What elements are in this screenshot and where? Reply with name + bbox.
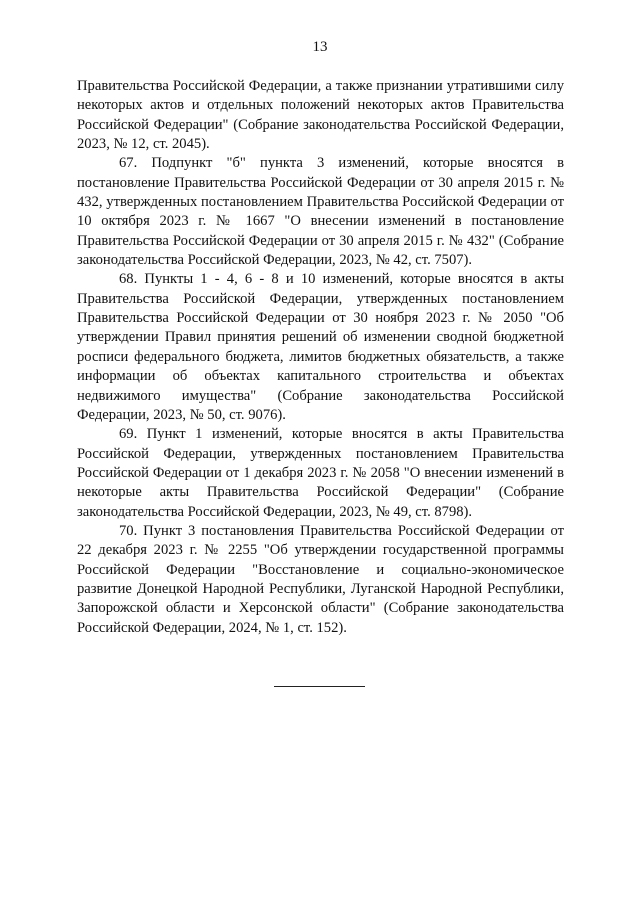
paragraph-item-68: 68. Пункты 1 - 4, 6 - 8 и 10 изменений, которые вносятся в акты Правительства Российской Федерации, утвержденных постановлением Правительства Российской Федерации от 30 ноября 2023 г. № 2050 "Об утверждении Правил принятия решений об изменении сводной бюджетной росписи федерального бюджета, лимитов бюджетных обязательств, а также информации об объектах капитального строительства и объектах недвижимого имущества" (Собрание законодательства Российской Федерации, 2023, № 50, ст. 9076). xyxy=(77,271,564,423)
paragraph-item-67: 67. Подпункт "б" пункта 3 изменений, которые вносятся в постановление Правительства Российской Федерации от 30 апреля 2015 г. № 432, утвержденных постановлением Правительства Российской Федерации от 10 октября 2023 г. № 1667 "О внесении изменений в постановление Правительства Российской Федерации от 30 апреля 2015 г. № 432" (Собрание законодательства Российской Федерации, 2023, № 42, ст. 7507). xyxy=(77,155,564,269)
document-body xyxy=(77,77,564,638)
page-number: 13 xyxy=(312,39,328,55)
paragraph-continuation: Правительства Российской Федерации, а также признании утратившими силу некоторых актов и отдельных положений некоторых актов Правительства Российской Федерации" (Собрание законодательства Российской Федерации, 2023, № 12, ст. 2045). xyxy=(77,78,564,153)
paragraph-item-70: 70. Пункт 3 постановления Правительства Российской Федерации от 22 декабря 2023 г. № 2255 "Об утверждении государственной программы Российской Федерации "Восстановление и социально-экономическое развитие Донецкой Народной Республики, Луганской Народной Республики, Запорожской области и Херсонской области" (Собрание законодательства Российской Федерации, 2024, № 1, ст. 152). xyxy=(77,522,564,636)
end-of-document-rule xyxy=(274,686,365,687)
paragraph-item-69: 69. Пункт 1 изменений, которые вносятся в акты Правительства Российской Федерации, утвержденных постановлением Правительства Российской Федерации от 1 декабря 2023 г. № 2058 "О внесении изменений в некоторые акты Правительства Российской Федерации" (Собрание законодательства Российской Федерации, 2023, № 49, ст. 8798). xyxy=(77,426,564,520)
